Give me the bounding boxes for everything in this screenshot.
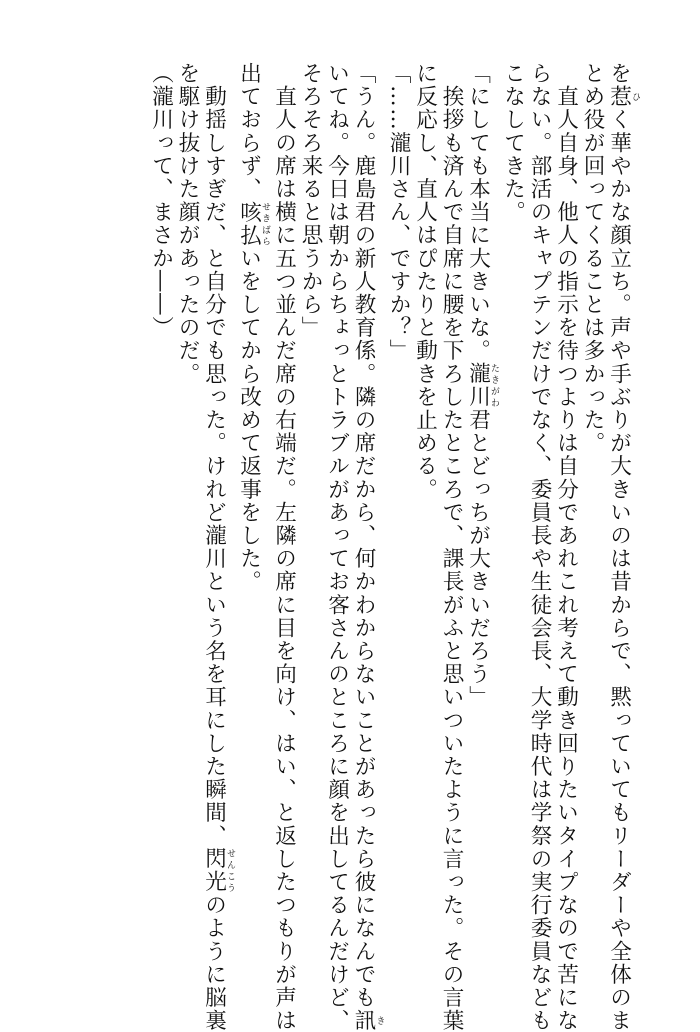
text-line: を惹ひく華やかな顔立ち。声や手ぶりが大きいのは昔からで、黙っていてもリーダーや全体のま bbox=[606, 62, 640, 1032]
furigana-word: 閃光せんこう bbox=[201, 847, 235, 894]
furigana-reading: ひ bbox=[630, 85, 640, 109]
text-line: 出ておらず、咳払せきばらいをしてから改めて返事をした。 bbox=[236, 62, 270, 594]
text-line: に反応し、直人はぴたりと動きを止める。 bbox=[412, 62, 438, 501]
furigana-reading: き bbox=[374, 1009, 385, 1032]
text-line: いてね。今日は朝からちょっとトラブルがあってお客さんのところに顔を出してるんだけど、 bbox=[324, 62, 350, 1032]
text-line: 直人の席は横に五つ並んだ席の右端だ。左隣の席に目を向け、はい、と返したつもりが声は bbox=[271, 62, 297, 1032]
text-line: 「……瀧川さん、ですか？」 bbox=[386, 62, 411, 363]
furigana-reading: せきばら bbox=[260, 200, 270, 247]
furigana-reading: たきがわ bbox=[489, 362, 499, 409]
text-line: （瀧川って、まさか――） bbox=[148, 62, 174, 340]
text-line: らない。部活のキャプテンだけでなく、委員長や生徒会長、大学時代は学祭の実行委員なども bbox=[527, 62, 552, 1032]
text-line: を駆け抜けた顔があったのだ。 bbox=[175, 62, 200, 386]
text-line: 挨拶も済んで自席に腰を下ろしたところで、課長がふと思いついたように言った。その言葉 bbox=[439, 62, 464, 1032]
text-line: とめ役が回ってくることは多かった。 bbox=[580, 62, 605, 455]
furigana-word: 訊き bbox=[351, 1009, 385, 1032]
furigana-word: 瀧川たきがわ bbox=[465, 362, 499, 409]
text-line: こなしてきた。 bbox=[500, 62, 526, 224]
text-line: 直人自身、他人の指示を待つよりは自分であれこれ考えて動き回りたいタイプなので苦にな bbox=[553, 62, 579, 1032]
text-line: そろそろ来ると思うから」 bbox=[298, 62, 323, 340]
furigana-reading: せんこう bbox=[225, 847, 235, 894]
text-line: 動揺しすぎだ、と自分でも思った。けれど瀧川という名を耳にした瞬間、閃光せんこうのように脳裏 bbox=[201, 62, 235, 1032]
vertical-text-block bbox=[50, 62, 640, 1032]
furigana-word: 咳払せきばら bbox=[236, 200, 270, 247]
furigana-word: 惹ひ bbox=[606, 85, 640, 109]
text-line: 「にしても本当に大きいな。瀧川たきがわ君とどっちが大きいだろう」 bbox=[465, 62, 499, 709]
text-line: 「うん。鹿島君の新人教育係。隣の席だから、何かわからないことがあったら彼になんでも訊き bbox=[351, 62, 385, 1032]
